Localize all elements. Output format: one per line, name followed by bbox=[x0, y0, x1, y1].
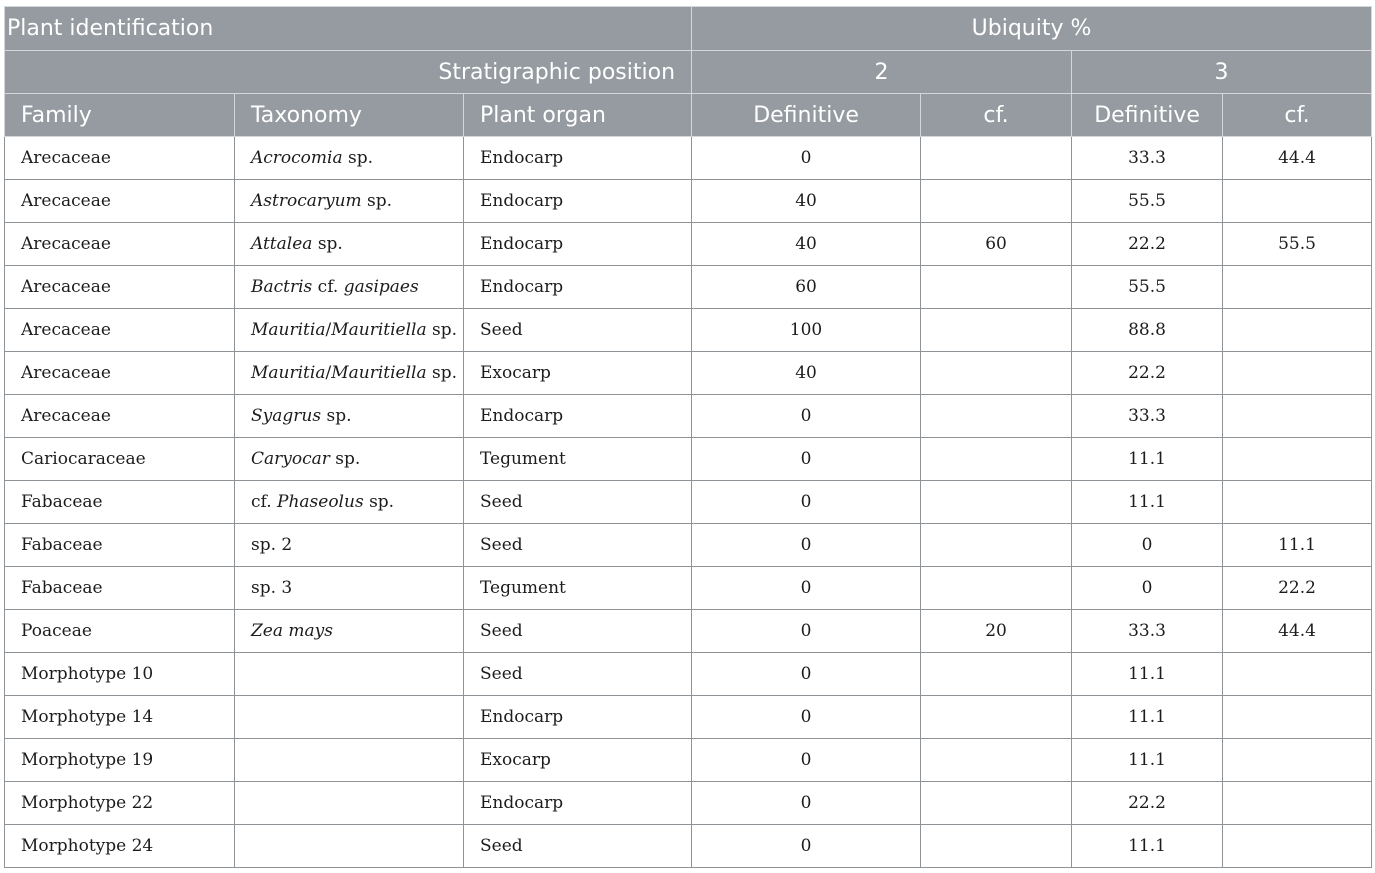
cell-family: Arecaceae bbox=[5, 223, 235, 266]
cell-cf-3: 55.5 bbox=[1223, 223, 1372, 266]
cell-definitive-2: 0 bbox=[692, 395, 921, 438]
cell-plant-organ: Exocarp bbox=[464, 739, 692, 782]
cell-cf-2 bbox=[921, 782, 1072, 825]
cell-definitive-3: 33.3 bbox=[1072, 395, 1223, 438]
cell-definitive-2: 40 bbox=[692, 223, 921, 266]
cell-taxonomy bbox=[235, 696, 464, 739]
cell-definitive-3: 55.5 bbox=[1072, 266, 1223, 309]
table-row bbox=[5, 266, 1372, 309]
cell-family: Morphotype 19 bbox=[5, 739, 235, 782]
column-header-family: Family bbox=[5, 94, 235, 137]
cell-cf-3 bbox=[1223, 180, 1372, 223]
taxon-italic-segment: Zea mays bbox=[251, 621, 333, 641]
header-position-2: 2 bbox=[692, 51, 1072, 94]
cell-definitive-3: 11.1 bbox=[1072, 481, 1223, 524]
header-row-2 bbox=[5, 51, 1372, 94]
table-body bbox=[5, 137, 1372, 868]
taxon-segment: sp. 3 bbox=[251, 578, 293, 598]
taxon-italic-segment: Astrocaryum bbox=[251, 191, 362, 211]
taxon-segment: sp. bbox=[342, 148, 374, 168]
taxon-segment: sp. bbox=[321, 406, 352, 426]
taxon-italic-segment: Bactris bbox=[251, 277, 313, 297]
cell-cf-2 bbox=[921, 481, 1072, 524]
cell-plant-organ: Endocarp bbox=[464, 180, 692, 223]
cell-taxonomy bbox=[235, 567, 464, 610]
table-row bbox=[5, 696, 1372, 739]
cell-definitive-2: 40 bbox=[692, 180, 921, 223]
cell-definitive-2: 0 bbox=[692, 524, 921, 567]
column-header-taxonomy: Taxonomy bbox=[235, 94, 464, 137]
cell-family: Morphotype 14 bbox=[5, 696, 235, 739]
cell-taxonomy bbox=[235, 352, 464, 395]
taxon-segment: sp. bbox=[329, 449, 361, 469]
taxon-italic-segment: Phaseolus bbox=[277, 492, 364, 512]
cell-cf-2 bbox=[921, 567, 1072, 610]
cell-family: Fabaceae bbox=[5, 481, 235, 524]
cell-taxonomy bbox=[235, 610, 464, 653]
cell-cf-3: 11.1 bbox=[1223, 524, 1372, 567]
cell-plant-organ: Exocarp bbox=[464, 352, 692, 395]
cell-definitive-2: 0 bbox=[692, 610, 921, 653]
cell-definitive-2: 0 bbox=[692, 567, 921, 610]
column-header-cf-2: cf. bbox=[921, 94, 1072, 137]
cell-cf-2 bbox=[921, 266, 1072, 309]
header-ubiquity: Ubiquity % bbox=[692, 7, 1372, 51]
cell-family: Morphotype 10 bbox=[5, 653, 235, 696]
cell-taxonomy bbox=[235, 438, 464, 481]
cell-family: Arecaceae bbox=[5, 266, 235, 309]
cell-plant-organ: Endocarp bbox=[464, 223, 692, 266]
cell-plant-organ: Seed bbox=[464, 481, 692, 524]
cell-definitive-2: 0 bbox=[692, 481, 921, 524]
cell-plant-organ: Tegument bbox=[464, 567, 692, 610]
cell-cf-3 bbox=[1223, 739, 1372, 782]
taxon-segment: sp. bbox=[426, 320, 458, 340]
cell-definitive-3: 11.1 bbox=[1072, 825, 1223, 868]
cell-cf-3 bbox=[1223, 696, 1372, 739]
taxon-italic-segment: gasipaes bbox=[343, 277, 419, 297]
cell-definitive-3: 0 bbox=[1072, 524, 1223, 567]
table-header bbox=[5, 7, 1372, 137]
cell-definitive-3: 22.2 bbox=[1072, 352, 1223, 395]
taxon-segment: / bbox=[325, 320, 332, 340]
cell-cf-2 bbox=[921, 653, 1072, 696]
cell-definitive-2: 0 bbox=[692, 137, 921, 180]
table-row bbox=[5, 352, 1372, 395]
cell-plant-organ: Endocarp bbox=[464, 266, 692, 309]
cell-cf-3 bbox=[1223, 309, 1372, 352]
cell-taxonomy bbox=[235, 524, 464, 567]
cell-cf-3 bbox=[1223, 782, 1372, 825]
cell-family: Fabaceae bbox=[5, 567, 235, 610]
header-row-1 bbox=[5, 7, 1372, 51]
cell-family: Fabaceae bbox=[5, 524, 235, 567]
cell-plant-organ: Endocarp bbox=[464, 782, 692, 825]
cell-definitive-3: 22.2 bbox=[1072, 223, 1223, 266]
cell-definitive-3: 33.3 bbox=[1072, 137, 1223, 180]
taxon-italic-segment: Caryocar bbox=[251, 449, 330, 469]
cell-family: Poaceae bbox=[5, 610, 235, 653]
cell-plant-organ: Endocarp bbox=[464, 395, 692, 438]
column-header-definitive-3: Definitive bbox=[1072, 94, 1223, 137]
column-header-definitive-2: Definitive bbox=[692, 94, 921, 137]
header-row-3 bbox=[5, 94, 1372, 137]
cell-definitive-3: 11.1 bbox=[1072, 438, 1223, 481]
cell-cf-3 bbox=[1223, 352, 1372, 395]
taxon-segment: sp. bbox=[363, 492, 395, 512]
table-row bbox=[5, 610, 1372, 653]
cell-cf-2 bbox=[921, 137, 1072, 180]
cell-definitive-3: 33.3 bbox=[1072, 610, 1223, 653]
cell-cf-2 bbox=[921, 739, 1072, 782]
taxon-segment: cf. bbox=[251, 492, 278, 512]
cell-definitive-2: 0 bbox=[692, 696, 921, 739]
table-row bbox=[5, 739, 1372, 782]
taxon-segment: sp. bbox=[361, 191, 393, 211]
cell-cf-2 bbox=[921, 438, 1072, 481]
cell-cf-2: 60 bbox=[921, 223, 1072, 266]
header-position-3: 3 bbox=[1072, 51, 1372, 94]
cell-definitive-2: 100 bbox=[692, 309, 921, 352]
table-row bbox=[5, 395, 1372, 438]
ubiquity-table bbox=[4, 6, 1372, 868]
cell-definitive-2: 60 bbox=[692, 266, 921, 309]
cell-taxonomy bbox=[235, 653, 464, 696]
cell-plant-organ: Endocarp bbox=[464, 696, 692, 739]
cell-definitive-3: 0 bbox=[1072, 567, 1223, 610]
cell-taxonomy bbox=[235, 782, 464, 825]
cell-family: Morphotype 22 bbox=[5, 782, 235, 825]
table-row bbox=[5, 825, 1372, 868]
taxon-italic-segment: Attalea bbox=[251, 234, 313, 254]
taxon-segment: sp. bbox=[426, 363, 458, 383]
cell-cf-3 bbox=[1223, 266, 1372, 309]
cell-family: Arecaceae bbox=[5, 180, 235, 223]
table-row bbox=[5, 567, 1372, 610]
cell-taxonomy bbox=[235, 137, 464, 180]
taxon-segment: sp. bbox=[312, 234, 343, 254]
cell-definitive-3: 11.1 bbox=[1072, 739, 1223, 782]
cell-cf-2 bbox=[921, 309, 1072, 352]
cell-cf-3 bbox=[1223, 438, 1372, 481]
cell-taxonomy bbox=[235, 223, 464, 266]
cell-plant-organ: Seed bbox=[464, 610, 692, 653]
table-row bbox=[5, 309, 1372, 352]
cell-plant-organ: Seed bbox=[464, 825, 692, 868]
cell-taxonomy bbox=[235, 825, 464, 868]
column-header-plant-organ: Plant organ bbox=[464, 94, 692, 137]
cell-plant-organ: Seed bbox=[464, 309, 692, 352]
cell-definitive-2: 0 bbox=[692, 739, 921, 782]
cell-cf-3: 44.4 bbox=[1223, 610, 1372, 653]
cell-cf-2 bbox=[921, 825, 1072, 868]
cell-cf-3 bbox=[1223, 481, 1372, 524]
table-row bbox=[5, 782, 1372, 825]
taxon-italic-segment: Syagrus bbox=[251, 406, 322, 426]
table-row bbox=[5, 137, 1372, 180]
cell-definitive-3: 55.5 bbox=[1072, 180, 1223, 223]
taxon-segment: cf. bbox=[312, 277, 344, 297]
cell-family: Arecaceae bbox=[5, 352, 235, 395]
cell-plant-organ: Seed bbox=[464, 524, 692, 567]
table-row bbox=[5, 524, 1372, 567]
table-row bbox=[5, 653, 1372, 696]
cell-definitive-2: 0 bbox=[692, 825, 921, 868]
column-header-cf-3: cf. bbox=[1223, 94, 1372, 137]
cell-taxonomy bbox=[235, 309, 464, 352]
cell-plant-organ: Endocarp bbox=[464, 137, 692, 180]
cell-family: Arecaceae bbox=[5, 395, 235, 438]
header-stratigraphic-position: Stratigraphic position bbox=[5, 51, 692, 94]
cell-taxonomy bbox=[235, 180, 464, 223]
cell-cf-2 bbox=[921, 352, 1072, 395]
taxon-italic-segment: Mauritia bbox=[251, 320, 326, 340]
cell-cf-3: 22.2 bbox=[1223, 567, 1372, 610]
cell-plant-organ: Tegument bbox=[464, 438, 692, 481]
cell-definitive-3: 22.2 bbox=[1072, 782, 1223, 825]
cell-plant-organ: Seed bbox=[464, 653, 692, 696]
table-row bbox=[5, 223, 1372, 266]
cell-family: Morphotype 24 bbox=[5, 825, 235, 868]
cell-definitive-2: 0 bbox=[692, 653, 921, 696]
cell-cf-2 bbox=[921, 395, 1072, 438]
cell-definitive-3: 11.1 bbox=[1072, 696, 1223, 739]
cell-family: Arecaceae bbox=[5, 137, 235, 180]
taxon-italic-segment: Mauritiella bbox=[331, 363, 427, 383]
taxon-italic-segment: Acrocomia bbox=[251, 148, 343, 168]
cell-definitive-3: 11.1 bbox=[1072, 653, 1223, 696]
cell-cf-3: 44.4 bbox=[1223, 137, 1372, 180]
cell-definitive-3: 88.8 bbox=[1072, 309, 1223, 352]
cell-family: Cariocaraceae bbox=[5, 438, 235, 481]
table-row bbox=[5, 438, 1372, 481]
cell-definitive-2: 0 bbox=[692, 782, 921, 825]
cell-cf-2 bbox=[921, 696, 1072, 739]
cell-definitive-2: 40 bbox=[692, 352, 921, 395]
cell-taxonomy bbox=[235, 266, 464, 309]
cell-cf-2 bbox=[921, 180, 1072, 223]
cell-family: Arecaceae bbox=[5, 309, 235, 352]
cell-cf-2 bbox=[921, 524, 1072, 567]
cell-definitive-2: 0 bbox=[692, 438, 921, 481]
cell-cf-3 bbox=[1223, 825, 1372, 868]
taxon-segment: / bbox=[325, 363, 332, 383]
cell-taxonomy bbox=[235, 739, 464, 782]
cell-taxonomy bbox=[235, 481, 464, 524]
cell-taxonomy bbox=[235, 395, 464, 438]
taxon-italic-segment: Mauritiella bbox=[331, 320, 427, 340]
taxon-segment: sp. 2 bbox=[251, 535, 293, 555]
header-plant-identification: Plant identification bbox=[5, 7, 692, 51]
table-row bbox=[5, 481, 1372, 524]
cell-cf-3 bbox=[1223, 653, 1372, 696]
cell-cf-2: 20 bbox=[921, 610, 1072, 653]
table-row bbox=[5, 180, 1372, 223]
taxon-italic-segment: Mauritia bbox=[251, 363, 326, 383]
cell-cf-3 bbox=[1223, 395, 1372, 438]
